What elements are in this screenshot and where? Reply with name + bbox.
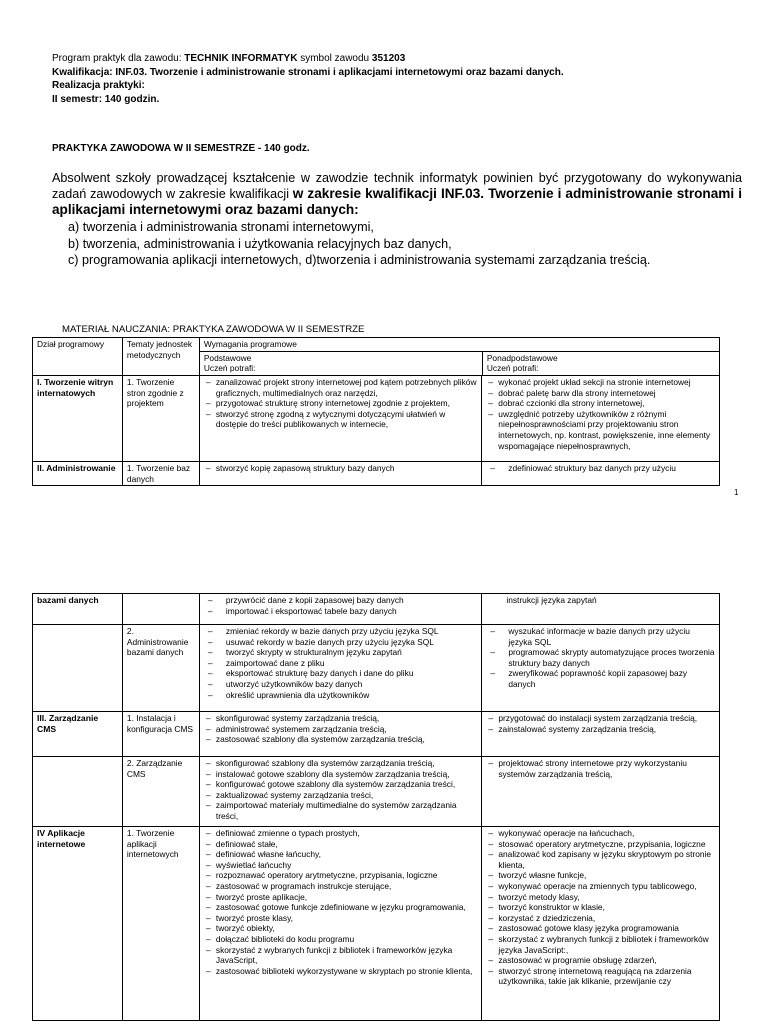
page-number: 1 (734, 488, 739, 497)
bullet-item: – zastosować w programie obsługę zdarzeń, (486, 955, 715, 966)
bullet-item: – administrować systemem zarządzania treścią, (204, 724, 477, 735)
bullet-item: – określić uprawnienia dla użytkowników (204, 690, 477, 701)
topic-cell: 1. Tworzenie aplikacji internetowych (122, 827, 199, 1021)
bullet-item: – zdefiniować struktury baz danych przy użyciu (486, 463, 715, 474)
bullet-item: – zastosować w programach instrukcje sterujące, (204, 881, 477, 892)
bullet-item: – stworzyć stronę zgodną z wytycznymi dotyczącymi ułatwień w dostępie do treści publikowanych w internecie, (204, 409, 477, 430)
table-row (33, 625, 720, 712)
basic-cell (199, 594, 481, 625)
bullet-item: – zastosować szablony dla systemów zarządzania treścią, (204, 734, 477, 745)
bullet-item: – zainstalować systemy zarządzania treścią, (486, 724, 715, 735)
section-cell: III. Zarządzanie CMS (33, 712, 123, 757)
bullet-item: – utworzyć użytkowników bazy danych (204, 679, 477, 690)
bullet-item: – skonfigurować szablony dla systemów zarządzania treścią, (204, 758, 477, 769)
bullet-item: – wykonać projekt układ sekcji na stronie internetowej (486, 377, 715, 388)
bullet-item: – zaimportować materiały multimedialne do systemów zarządzania treści, (204, 800, 477, 821)
section-cell: I. Tworzenie witryn internatowych (33, 376, 123, 462)
intro-paragraph: Absolwent szkoły prowadzącej kształcenie w zawodzie technik informatyk powinien być przygotowany do wykonywania zadań zawodowych w zakresie kwalifikacji w zakresie kwalifikacji INF.03. Tworzenie i administrowanie stronami i aplikacjami internetowymi oraz bazami danych: (52, 171, 742, 217)
bullet-item: – skonfigurować systemy zarządzania treścią, (204, 713, 477, 724)
curriculum-table-page-2 (32, 593, 720, 1021)
topic-cell: 2. Zarządzanie CMS (122, 757, 199, 827)
list-item: b) tworzenia, administrowania i użytkowania relacyjnych baz danych, (68, 236, 452, 251)
table-row (33, 757, 720, 827)
bullet-item: – zanalizować projekt strony internetowej pod kątem potrzebnych plików graficznych, multimedialnych oraz narzędzi, (204, 377, 477, 398)
advanced-text: instrukcji języka zapytań (506, 595, 597, 605)
col-header-section: Dział programowy (33, 338, 123, 376)
bullet-item: – skorzystać z wybranych funkcji z bibliotek i frameworków języka JavaScript, (204, 945, 477, 966)
bullet-item: – zastosować gotowe funkcje zdefiniowane w języku programowania, (204, 902, 477, 913)
bullet-item: – usuwać rekordy w bazie danych przy użyciu języka SQL (204, 637, 477, 648)
section-cell (33, 757, 123, 827)
bullet-item: – przywrócić dane z kopii zapasowej bazy danych (204, 595, 477, 606)
student-adv-label: Uczeń potrafi: (486, 363, 539, 374)
bullet-item: – zmieniać rekordy w bazie danych przy użyciu języka SQL (204, 626, 477, 637)
bullet-item: – stworzyć stronę internetową reagującą na zdarzenia użytkownika, takie jak klikanie, przewijanie czy (486, 966, 715, 987)
col-header-requirements (199, 338, 719, 376)
list-item: a) tworzenia i administrowania stronami internetowymi, (68, 220, 374, 234)
bullet-item: – zastosować biblioteki wykorzystywane w skryptach po stronie klienta, (204, 966, 477, 977)
section-title: PRAKTYKA ZAWODOWA W II SEMESTRZE - 140 godz. (52, 143, 310, 154)
table-row (33, 376, 720, 462)
table-header-row (33, 338, 720, 376)
header-line-3: Realizacja praktyki: (52, 80, 145, 91)
document-header (52, 52, 742, 106)
bullet-item: – projektować strony internetowe przy wykorzystaniu systemów zarządzania treścią, (486, 758, 715, 779)
bullet-item: – przygotować strukturę strony internetowej zgodnie z projektem, (204, 398, 477, 409)
table-row (33, 462, 720, 486)
bullet-item: – zaktualizować systemy zarządzania treści, (204, 790, 477, 801)
bullet-item: – tworzyć własne funkcje, (486, 870, 715, 881)
student-basic-label: Uczeń potrafi: (203, 363, 256, 374)
bullet-item: – wykonywać operacje na zmiennych typu tablicowego, (486, 881, 715, 892)
bullet-item: – wyświetlać łańcuchy (204, 860, 477, 871)
bullet-item: – programować skrypty automatyzujące proces tworzenia struktury bazy danych (486, 647, 715, 668)
bullet-item: – definiować zmienne o typach prostych, (204, 828, 477, 839)
header-line-1: Program praktyk dla zawodu: TECHNIK INFORMATYK symbol zawodu 351203 (52, 53, 406, 64)
bullet-item: – definiować stałe, (204, 839, 477, 850)
topic-cell: 1. Instalacja i konfiguracja CMS (122, 712, 199, 757)
bullet-item: – korzystać z dziedziczenia, (486, 913, 715, 924)
bullet-item: – zaimportować dane z pliku (204, 658, 477, 669)
bullet-item: – tworzyć skrypty w strukturalnym języku zapytań (204, 647, 477, 658)
curriculum-table-page-1 (32, 337, 720, 486)
advanced-cell (482, 462, 720, 486)
topic-cell: 1. Tworzenie stron zgodnie z projektem (122, 376, 199, 462)
bullet-item: – instalować gotowe szablony dla systemów zarządzania treścią, (204, 769, 477, 780)
bullet-item: – tworzyć konstruktor w klasie, (486, 902, 715, 913)
basic-cell (199, 757, 481, 827)
basic-cell (199, 827, 481, 1021)
bullet-item: – rozpoznawać operatory arytmetyczne, przypisania, logiczne (204, 870, 477, 881)
bullet-item: – tworzyć metody klasy, (486, 892, 715, 903)
advanced-cell (482, 712, 720, 757)
material-title: MATERIAŁ NAUCZANIA: PRAKTYKA ZAWODOWA W II SEMESTRZE (62, 324, 365, 335)
bullet-item: – eksportować strukturę bazy danych i dane do pliku (204, 668, 477, 679)
bullet-item: – skorzystać z wybranych funkcji z bibliotek i frameworków języka JavaScript:, (486, 934, 715, 955)
bullet-item: – tworzyć obiekty, (204, 923, 477, 934)
advanced-cell (482, 625, 720, 712)
bullet-item: – zweryfikować poprawność kopii zapasowej bazy danych (486, 668, 715, 689)
table-row (33, 827, 720, 1021)
advanced-cell (482, 594, 720, 625)
requirements-label: Wymagania programowe (203, 339, 297, 349)
header-line-4: II semestr: 140 godzin. (52, 93, 160, 105)
skills-list (68, 219, 650, 269)
basic-cell (199, 462, 481, 486)
bullet-item: – stosować operatory arytmetyczne, przypisania, logiczne (486, 839, 715, 850)
bullet-item: – dobrać paletę barw dla strony internetowej (486, 388, 715, 399)
topic-cell (122, 594, 199, 625)
topic-cell: 1. Tworzenie baz danych (122, 462, 199, 486)
bullet-item: – definiować własne łańcuchy, (204, 849, 477, 860)
bullet-item: – stworzyć kopię zapasową struktury bazy danych (204, 463, 477, 474)
bullet-item: – konfigurować gotowe szablony dla systemów zarządzania treści, (204, 779, 477, 790)
header-line-2: Kwalifikacja: INF.03. Tworzenie i administrowanie stronami i aplikacjami internetowymi oraz bazami danych. (52, 66, 564, 78)
bullet-item: – przygotować do instalacji system zarządzania treścią, (486, 713, 715, 724)
topic-cell: 2. Administrowanie bazami danych (122, 625, 199, 712)
bullet-item: – dołączać biblioteki do kodu programu (204, 934, 477, 945)
advanced-cell (482, 376, 720, 462)
advanced-label: Ponadpodstawowe (486, 352, 558, 363)
advanced-cell (482, 757, 720, 827)
bullet-item: – zastosować gotowe klasy języka programowania (486, 923, 715, 934)
bullet-item: – dobrać czcionki dla strony internetowej, (486, 398, 715, 409)
list-item: c) programowania aplikacji internetowych, d)tworzenia i administrowania systemami zarządzania treścią. (68, 253, 651, 267)
table-row (33, 712, 720, 757)
bullet-item: – tworzyć proste aplikacje, (204, 892, 477, 903)
section-cell (33, 625, 123, 712)
table-row (33, 594, 720, 625)
bullet-item: – wykonywać operacje na łańcuchach, (486, 828, 715, 839)
bullet-item: – analizować kod zapisany w języku skryptowym po stronie klienta, (486, 849, 715, 870)
section-cell: II. Administrowanie (33, 462, 123, 486)
bullet-item: – importować i eksportować tabele bazy danych (204, 606, 477, 617)
basic-cell (199, 625, 481, 712)
bullet-item: – tworzyć proste klasy, (204, 913, 477, 924)
section-cell: bazami danych (33, 594, 123, 625)
basic-cell (199, 712, 481, 757)
basic-label: Podstawowe (203, 352, 252, 363)
section-cell: IV Aplikacje internetowe (33, 827, 123, 1021)
bullet-item: – wyszukać informacje w bazie danych przy użyciu języka SQL (486, 626, 715, 647)
advanced-cell (482, 827, 720, 1021)
col-header-topics: Tematy jednostek metodycznych (122, 338, 199, 376)
basic-cell (199, 376, 481, 462)
bullet-item: – uwzględnić potrzeby użytkowników z różnymi niepełnosprawnościami przy projektowaniu stron internetowych, np. kontrast, powiększenie, inne elementy wspomagające niepełnosprawnych, (486, 409, 715, 451)
